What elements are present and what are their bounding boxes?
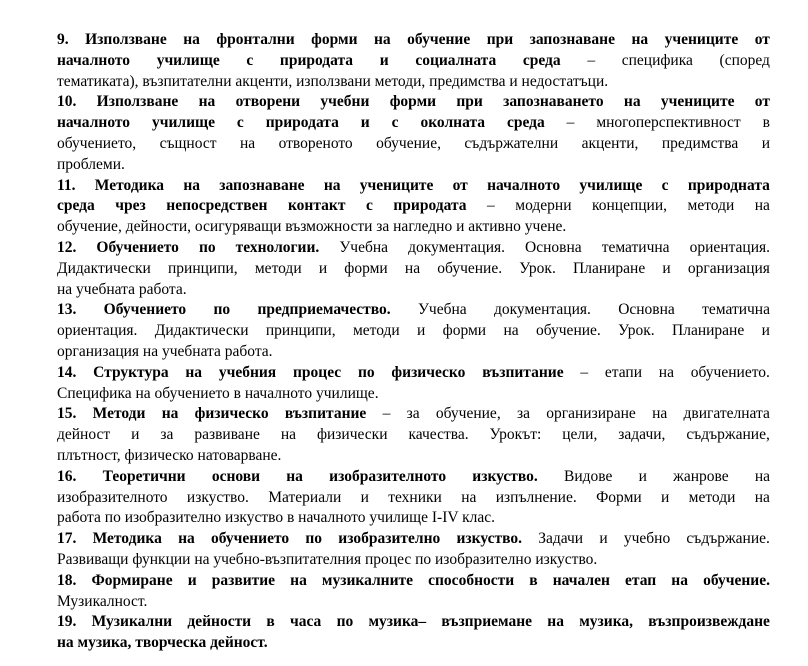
word: Дидактически bbox=[154, 322, 249, 340]
word: и bbox=[318, 259, 328, 277]
word: цели, bbox=[562, 426, 598, 444]
text-line bbox=[57, 155, 125, 175]
word: Видове bbox=[564, 467, 613, 485]
word: 18. bbox=[57, 571, 77, 589]
word: изобразителното bbox=[57, 488, 168, 506]
text-line bbox=[57, 425, 770, 445]
word: на bbox=[754, 488, 770, 506]
word: Теоретични bbox=[102, 467, 186, 485]
word: на bbox=[404, 259, 421, 277]
word: Обучението bbox=[103, 301, 187, 319]
word: Учебна bbox=[417, 301, 467, 319]
word: на bbox=[623, 93, 641, 111]
text-segment: Развиващи функции на учебно-възпитателния процес по изобразително изкуство. bbox=[57, 551, 598, 568]
word: и bbox=[662, 259, 671, 277]
word: за bbox=[406, 405, 420, 423]
word: и bbox=[638, 467, 647, 485]
word: организация bbox=[687, 259, 770, 277]
word: природата bbox=[265, 114, 339, 132]
word: технологии. bbox=[235, 239, 320, 256]
word: методи bbox=[688, 488, 736, 506]
word: физическо bbox=[194, 405, 269, 423]
word: изобразително bbox=[338, 530, 441, 548]
word: музика, bbox=[579, 613, 634, 631]
word: среда bbox=[506, 114, 545, 132]
text-line bbox=[57, 72, 608, 92]
word: с bbox=[661, 176, 669, 194]
text-line bbox=[57, 342, 273, 362]
text-line bbox=[57, 404, 770, 424]
word: Формиране bbox=[91, 571, 173, 589]
word: на bbox=[754, 467, 770, 485]
word: концепции, bbox=[591, 197, 668, 215]
word: на bbox=[178, 530, 195, 548]
word: изкуство. bbox=[456, 530, 522, 548]
text-line bbox=[57, 259, 770, 279]
text-line bbox=[57, 113, 770, 133]
text-line bbox=[57, 633, 268, 653]
text-segment: Музикалност. bbox=[57, 592, 148, 610]
word: и bbox=[187, 571, 197, 589]
word: на bbox=[198, 93, 216, 111]
word: – bbox=[382, 405, 391, 423]
text-line bbox=[57, 592, 147, 612]
word: процес bbox=[292, 363, 342, 381]
word: на bbox=[374, 31, 391, 48]
text-line bbox=[57, 488, 770, 508]
word: модерни bbox=[515, 197, 572, 215]
word: ориентация. bbox=[57, 322, 138, 340]
word: 14. bbox=[57, 363, 77, 381]
word: началното bbox=[57, 51, 131, 69]
word: Методи bbox=[92, 405, 146, 423]
word: Структура bbox=[93, 363, 169, 381]
word: способности bbox=[428, 571, 515, 589]
word: предимства bbox=[661, 135, 739, 152]
word: Методика bbox=[94, 176, 165, 194]
word: началното bbox=[487, 176, 561, 194]
word: на bbox=[461, 488, 477, 506]
text-line bbox=[57, 280, 187, 300]
word: начален bbox=[552, 571, 610, 589]
word: – bbox=[580, 363, 589, 381]
word: дейности bbox=[187, 613, 252, 631]
word: съдържание. bbox=[686, 530, 770, 548]
word: Методика bbox=[92, 530, 162, 548]
word: Урок. bbox=[519, 259, 556, 277]
word: Основна bbox=[618, 301, 675, 319]
text-segment: Специфика на обучението в началното училище. bbox=[57, 384, 379, 402]
word: изкуство. bbox=[186, 488, 249, 506]
word: запознаване bbox=[529, 31, 615, 48]
word: учебни bbox=[320, 93, 370, 111]
text-line bbox=[57, 508, 495, 528]
word: обучение, bbox=[376, 135, 441, 152]
word: от bbox=[754, 93, 770, 111]
word: Използване bbox=[96, 93, 179, 111]
text-line bbox=[57, 217, 566, 237]
word: среда bbox=[522, 51, 561, 69]
word: в bbox=[266, 613, 275, 631]
text-line bbox=[57, 550, 597, 570]
word: етап bbox=[625, 571, 657, 589]
text-line bbox=[57, 196, 770, 216]
text-segment: работа по изобразително изкуство в началното училище I-IV клас. bbox=[57, 509, 496, 527]
word: методи bbox=[352, 322, 400, 340]
word: 17. bbox=[57, 530, 77, 548]
word: среда bbox=[57, 197, 95, 215]
word: при bbox=[456, 93, 483, 111]
word: форми bbox=[389, 93, 437, 111]
word: обучение. bbox=[535, 322, 601, 340]
word: форми bbox=[311, 31, 358, 48]
word: изобразителното bbox=[329, 467, 447, 485]
word: социалната bbox=[415, 51, 497, 69]
word: форми bbox=[442, 322, 487, 340]
word: – bbox=[587, 51, 596, 69]
word: обучение bbox=[407, 31, 471, 48]
word: Използване bbox=[85, 31, 167, 48]
word: и bbox=[761, 135, 770, 152]
word: развитие bbox=[211, 571, 276, 589]
word: за bbox=[516, 405, 530, 423]
word: съдържателни bbox=[464, 135, 559, 152]
word: фронтални bbox=[216, 31, 295, 48]
text-line bbox=[57, 238, 770, 258]
word: възпроизвеждане bbox=[648, 613, 770, 631]
word: музика– bbox=[368, 613, 427, 631]
word: и bbox=[761, 322, 770, 340]
word: техники bbox=[388, 488, 442, 506]
word: Планиране bbox=[573, 259, 646, 277]
word: изпълнение. bbox=[495, 488, 577, 506]
word: обучението bbox=[210, 530, 290, 548]
word: запознаването bbox=[503, 93, 604, 111]
word: природата bbox=[393, 197, 467, 215]
word: учениците bbox=[664, 31, 739, 48]
text-segment: тематиката), възпитателни акценти, използвани методи, предимства и недостатъци. bbox=[57, 72, 609, 90]
word: съдържание, bbox=[686, 426, 770, 444]
word: на bbox=[547, 613, 564, 631]
word: дейност bbox=[57, 426, 111, 444]
text-segment: проблеми. bbox=[57, 155, 125, 173]
word: с bbox=[365, 197, 373, 215]
word: физически bbox=[316, 426, 388, 444]
text-line bbox=[57, 384, 379, 404]
word: Материали bbox=[268, 488, 342, 506]
word: обучението, bbox=[57, 135, 137, 152]
text-line bbox=[57, 176, 770, 196]
word: тематична bbox=[702, 301, 770, 319]
word: на bbox=[631, 31, 649, 48]
word: учениците bbox=[660, 93, 735, 111]
word: в bbox=[762, 114, 770, 132]
word: Задачи bbox=[538, 530, 584, 548]
word: форми bbox=[344, 259, 388, 277]
word: на bbox=[183, 176, 200, 194]
word: етапи bbox=[604, 363, 643, 381]
word: ориентация. bbox=[689, 239, 770, 256]
word: развиване bbox=[194, 426, 260, 444]
word: Урок. bbox=[618, 322, 655, 340]
text-line bbox=[57, 51, 770, 71]
text-segment: организация на учебната работа. bbox=[57, 343, 273, 360]
word: методи bbox=[687, 197, 735, 215]
word: на bbox=[185, 363, 203, 381]
word: на bbox=[671, 571, 688, 589]
word: на bbox=[280, 426, 297, 444]
word: 16. bbox=[57, 467, 77, 485]
word: обучение. bbox=[437, 259, 503, 277]
text-line bbox=[57, 363, 770, 383]
word: предприемачество. bbox=[257, 301, 391, 319]
word: възпитание bbox=[284, 405, 367, 423]
word: и bbox=[360, 488, 369, 506]
word: документация. bbox=[408, 239, 505, 256]
word: с bbox=[246, 51, 254, 69]
bold-segment: на музика, творческа дейност. bbox=[57, 634, 268, 652]
word: учебния bbox=[218, 363, 277, 381]
word: качества. bbox=[408, 426, 469, 444]
word: обучение, bbox=[435, 405, 501, 423]
word: на bbox=[503, 322, 519, 340]
word: на bbox=[286, 467, 303, 485]
word: физическо bbox=[391, 363, 466, 381]
word: документация. bbox=[493, 301, 591, 319]
word: възприемане bbox=[441, 613, 533, 631]
word: на bbox=[239, 135, 256, 152]
word: на bbox=[290, 571, 307, 589]
word: основи bbox=[211, 467, 261, 485]
word: училище bbox=[579, 176, 643, 194]
word: изкуство. bbox=[472, 467, 538, 485]
word: с bbox=[236, 114, 244, 132]
word: и bbox=[417, 322, 426, 340]
word: часа bbox=[290, 613, 322, 631]
text-line bbox=[57, 92, 770, 112]
word: 9. bbox=[57, 31, 69, 48]
word: и bbox=[360, 114, 370, 132]
word: на bbox=[754, 197, 770, 215]
word: от bbox=[452, 176, 468, 194]
word: на bbox=[323, 176, 341, 194]
word: природната bbox=[687, 176, 770, 194]
text-line bbox=[57, 571, 770, 591]
text-line bbox=[57, 321, 770, 341]
text-line bbox=[57, 446, 281, 466]
word: специфика bbox=[621, 51, 693, 69]
word: на bbox=[183, 31, 200, 48]
word: жанрове bbox=[673, 467, 729, 485]
text-line bbox=[57, 300, 770, 320]
word: от bbox=[754, 31, 770, 48]
word: 11. bbox=[57, 176, 76, 194]
word: контакт bbox=[287, 197, 346, 215]
word: и bbox=[599, 530, 608, 548]
word: Учебна bbox=[339, 239, 389, 256]
word: Дидактически bbox=[57, 259, 151, 277]
word: 13. bbox=[57, 301, 77, 319]
word: Музикални bbox=[91, 613, 173, 631]
word: акценти, bbox=[581, 135, 639, 152]
text-segment: обучение, дейности, осигуряващи възможности за нагледно и активно учене. bbox=[57, 218, 567, 236]
text-line bbox=[57, 529, 770, 549]
word: обучението. bbox=[690, 363, 770, 381]
word: на bbox=[161, 405, 179, 423]
word: и bbox=[661, 488, 670, 506]
word: многоперспективност bbox=[596, 114, 741, 132]
word: възпитание bbox=[482, 363, 564, 381]
word: – bbox=[487, 197, 495, 215]
word: тематична bbox=[601, 239, 670, 256]
word: обучение. bbox=[703, 571, 770, 589]
word: по bbox=[336, 613, 354, 631]
word: чрез bbox=[115, 197, 146, 215]
word: 12. bbox=[57, 239, 77, 256]
word: Планиране bbox=[672, 322, 745, 340]
word: началното bbox=[57, 114, 131, 132]
word: по bbox=[213, 301, 231, 319]
word: 15. bbox=[57, 405, 77, 423]
word: същност bbox=[159, 135, 217, 152]
word: с bbox=[391, 114, 399, 132]
text-segment: плътност, физическо натоварване. bbox=[57, 447, 282, 464]
word: 19. bbox=[57, 613, 77, 631]
word: училище bbox=[156, 51, 220, 69]
word: учебно bbox=[623, 530, 671, 548]
word: принципи, bbox=[167, 259, 238, 277]
word: на bbox=[658, 363, 674, 381]
word: Урокът: bbox=[489, 426, 542, 444]
text-line bbox=[57, 612, 770, 632]
word: околната bbox=[420, 114, 486, 132]
text-segment: на учебната работа. bbox=[57, 280, 187, 298]
word: и bbox=[131, 426, 140, 444]
word: училище bbox=[151, 114, 215, 132]
word: по bbox=[357, 363, 375, 381]
word: (според bbox=[719, 51, 770, 69]
word: по bbox=[198, 239, 216, 256]
word: двигателната bbox=[683, 405, 770, 423]
word: и bbox=[379, 51, 389, 69]
word: непосредствен bbox=[166, 197, 268, 215]
word: в bbox=[529, 571, 538, 589]
text-line bbox=[57, 467, 770, 487]
word: Обучението bbox=[96, 239, 179, 256]
word: отворени bbox=[235, 93, 301, 111]
word: – bbox=[566, 114, 575, 132]
word: учениците bbox=[359, 176, 434, 194]
word: отвореното bbox=[278, 135, 353, 152]
word: на bbox=[652, 405, 668, 423]
word: за bbox=[160, 426, 174, 444]
word: Форми bbox=[596, 488, 642, 506]
word: при bbox=[486, 31, 514, 48]
word: музикалните bbox=[321, 571, 414, 589]
word: Основна bbox=[525, 239, 582, 256]
word: методи bbox=[254, 259, 302, 277]
text-line bbox=[57, 134, 770, 154]
word: запознаване bbox=[219, 176, 305, 194]
word: задачи, bbox=[618, 426, 666, 444]
word: 10. bbox=[57, 93, 77, 111]
word: по bbox=[305, 530, 323, 548]
word: принципи, bbox=[265, 322, 336, 340]
text-line bbox=[57, 30, 770, 50]
word: природата bbox=[279, 51, 354, 69]
word: организиране bbox=[546, 405, 636, 423]
